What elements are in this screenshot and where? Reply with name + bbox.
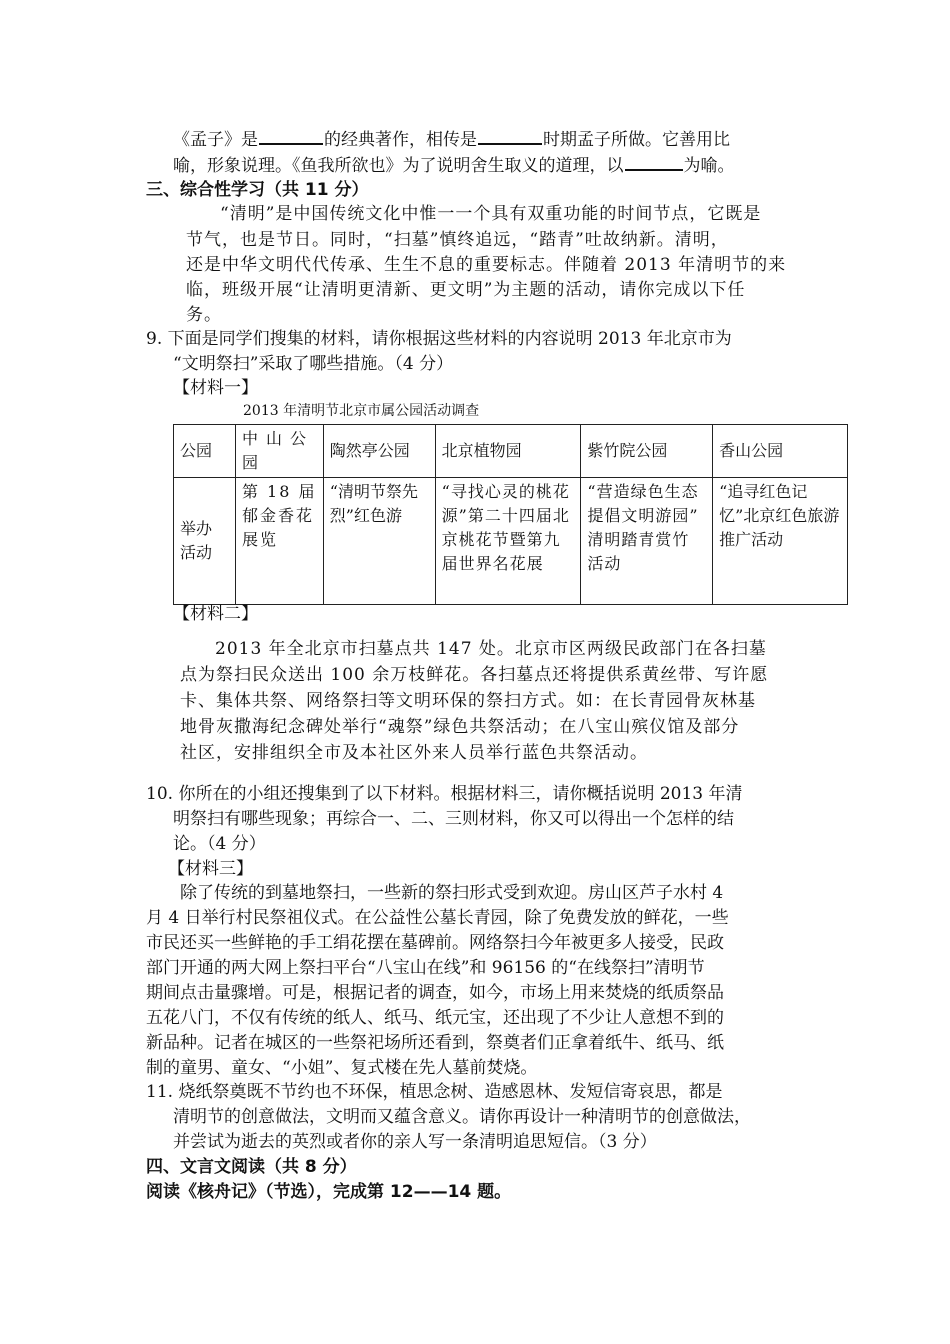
question-10-line-2: 明祭扫有哪些现象；再综合一、二、三则材料，你又可以得出一个怎样的结 — [173, 809, 734, 829]
table-header-cell: 陶然亭公园 — [323, 425, 435, 478]
intro-line-1 — [173, 127, 730, 151]
table-header-cell: 香山公园 — [713, 425, 848, 478]
material-2-paragraph: 卡、集体共祭、网络祭扫等文明环保的祭扫方式。如：在长青园骨灰林基 — [180, 691, 756, 711]
intro-text: 《孟子》是 — [173, 130, 258, 150]
table-cell: “追寻红色记忆”北京红色旅游推广活动 — [713, 478, 848, 605]
question-11-line-2: 清明节的创意做法，文明而又蕴含意义。请你再设计一种清明节的创意做法， — [173, 1107, 751, 1127]
material-2-paragraph: 点为祭扫民众送出 100 余万枝鲜花。各扫墓点还将提供系黄丝带、写许愿 — [180, 665, 769, 685]
question-9-line-1: 9. 下面是同学们搜集的材料，请你根据这些材料的内容说明 2013 年北京市为 — [146, 329, 732, 349]
material-2-paragraph: 社区，安排组织全市及本社区外来人员举行蓝色共祭活动。 — [180, 743, 648, 763]
material-3-paragraph: 市民还买一些鲜艳的手工绢花摆在墓碑前。网络祭扫今年被更多人接受，民政 — [146, 933, 724, 953]
answer-blank[interactable] — [259, 127, 323, 145]
intro-line-2 — [173, 153, 735, 177]
section-paragraph: 临，班级开展“让清明更清新、更文明”为主题的活动，请你完成以下任 — [186, 280, 746, 300]
table-row — [174, 478, 848, 605]
section-paragraph: 还是中华文明代代传承、生生不息的重要标志。伴随着 2013 年清明节的来 — [186, 255, 787, 275]
question-10-line-1: 10. 你所在的小组还搜集到了以下材料。根据材料三，请你概括说明 2013 年清 — [146, 784, 743, 804]
table-cell: “营造绿色生态 提倡文明游园” 清明踏青赏竹活动 — [581, 478, 713, 605]
material-3-paragraph: 部门开通的两大网上祭扫平台“八宝山在线”和 96156 的“在线祭扫”清明节 — [146, 958, 705, 978]
park-activity-table — [173, 424, 848, 605]
material-2-paragraph: 2013 年全北京市扫墓点共 147 处。北京市区两级民政部门在各扫墓 — [215, 639, 767, 659]
section-paragraph: 节气，也是节日。同时，“扫墓”慎终追远，“踏青”吐故纳新。清明， — [186, 230, 729, 250]
material-1-label: 【材料一】 — [173, 378, 258, 398]
table-row-label: 举办活动 — [174, 478, 236, 605]
table-header-row — [174, 425, 848, 478]
reading-instruction: 阅读《核舟记》（节选），完成第 12——14 题。 — [146, 1182, 512, 1202]
material-3-paragraph: 月 4 日举行村民祭祖仪式。在公益性公墓长青园，除了免费发放的鲜花，一些 — [146, 908, 729, 928]
material-2-paragraph: 地骨灰撒海纪念碑处举行“魂祭”绿色共祭活动；在八宝山殡仪馆及部分 — [180, 717, 740, 737]
material-3-label: 【材料三】 — [168, 859, 253, 879]
intro-text: 的经典著作，相传是 — [324, 130, 477, 150]
section-heading: 四、文言文阅读（共 8 分） — [146, 1157, 357, 1177]
intro-text: 时期孟子所做。它善用比 — [543, 130, 730, 150]
question-11-line-1: 11. 烧纸祭奠既不节约也不环保，植思念树、造感恩林、发短信寄哀思，都是 — [146, 1082, 723, 1102]
question-10-line-3: 论。（4 分） — [173, 834, 266, 854]
material-3-paragraph: 新品种。记者在城区的一些祭祀场所还看到，祭奠者们正拿着纸牛、纸马、纸 — [146, 1033, 724, 1053]
section-heading: 三、综合性学习（共 11 分） — [146, 180, 369, 200]
table-header-cell: 北京植物园 — [435, 425, 581, 478]
section-paragraph: 务。 — [186, 305, 222, 325]
table-cell: “清明节祭先烈”红色游 — [323, 478, 435, 605]
table-cell: “寻找心灵的桃花源”第二十四届北京桃花节暨第九届世界名花展 — [435, 478, 581, 605]
material-3-paragraph: 制的童男、童女、“小姐”、复式楼在先人墓前焚烧。 — [146, 1058, 538, 1078]
answer-blank[interactable] — [478, 127, 542, 145]
material-2-label: 【材料二】 — [173, 604, 258, 624]
section-paragraph: “清明”是中国传统文化中惟一一个具有双重功能的时间节点，它既是 — [220, 204, 762, 224]
table-cell: 第 18 届郁金香花展览 — [235, 478, 323, 605]
question-11-line-3: 并尝试为逝去的英烈或者你的亲人写一条清明追思短信。（3 分） — [173, 1132, 657, 1152]
table-header-cell: 中山公园 — [235, 425, 323, 478]
table-header-cell: 公园 — [174, 425, 236, 478]
table-caption: 2013 年清明节北京市属公园活动调查 — [243, 403, 480, 419]
table-header-cell: 紫竹院公园 — [581, 425, 713, 478]
question-9-line-2: “文明祭扫”采取了哪些措施。（4 分） — [173, 354, 454, 374]
material-3-paragraph: 五花八门，不仅有传统的纸人、纸马、纸元宝，还出现了不少让人意想不到的 — [146, 1008, 724, 1028]
intro-text: 为喻。 — [683, 156, 735, 176]
material-3-paragraph: 除了传统的到墓地祭扫，一些新的祭扫形式受到欢迎。房山区芦子水村 4 — [180, 883, 724, 903]
answer-blank[interactable] — [625, 153, 683, 171]
material-3-paragraph: 期间点击量骤增。可是，根据记者的调查，如今，市场上用来焚烧的纸质祭品 — [146, 983, 724, 1003]
intro-text: 喻，形象说理。《鱼我所欲也》为了说明舍生取义的道理，以 — [173, 156, 624, 176]
